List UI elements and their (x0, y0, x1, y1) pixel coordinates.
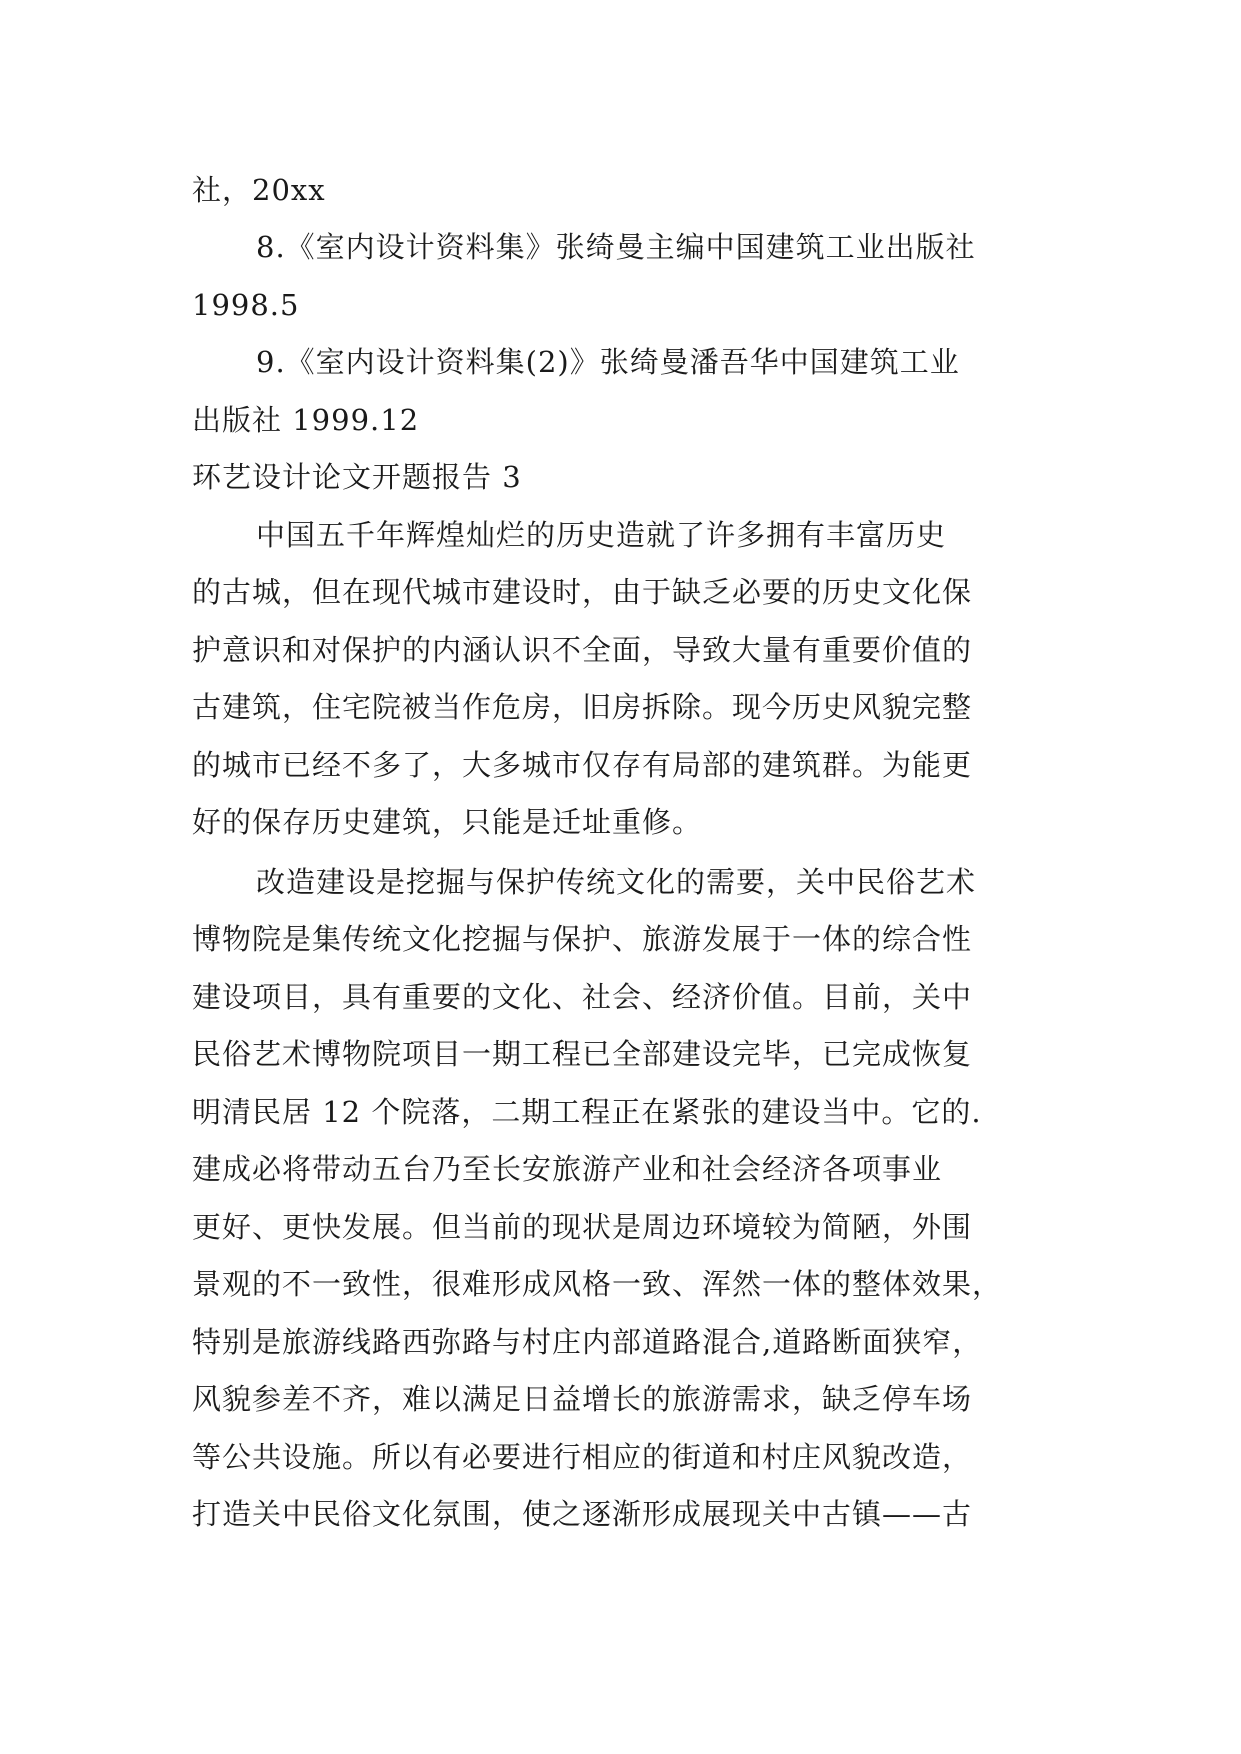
paragraph-line: 改造建设是挖掘与保护传统文化的需要，关中民俗艺术 (256, 865, 977, 899)
paragraph-line: 中国五千年辉煌灿烂的历史造就了许多拥有丰富历史 (256, 518, 947, 552)
text-line: 社，20xx (192, 173, 326, 207)
reference-item-9: 9.《室内设计资料集(2)》张绮曼潘吾华中国建筑工业 (256, 345, 960, 379)
text-line: 出版社 1999.12 (192, 403, 420, 437)
paragraph-line: 古建筑，住宅院被当作危房，旧房拆除。现今历史风貌完整 (192, 690, 973, 724)
paragraph-line: 更好、更快发展。但当前的现状是周边环境较为简陋，外围 (192, 1210, 973, 1244)
paragraph-line: 特别是旅游线路西弥路与村庄内部道路混合,道路断面狭窄， (192, 1325, 983, 1359)
paragraph-line: 好的保存历史建筑，只能是迁址重修。 (192, 805, 703, 839)
paragraph-line: 护意识和对保护的内涵认识不全面，导致大量有重要价值的 (192, 633, 973, 667)
paragraph-line: 风貌参差不齐，难以满足日益增长的旅游需求，缺乏停车场 (192, 1382, 973, 1416)
paragraph-line: 博物院是集传统文化挖掘与保护、旅游发展于一体的综合性 (192, 922, 973, 956)
paragraph-line: 民俗艺术博物院项目一期工程已全部建设完毕，已完成恢复 (192, 1037, 973, 1071)
paragraph-line: 明清民居 12 个院落，二期工程正在紧张的建设当中。它的. (192, 1095, 982, 1129)
paragraph-line: 建成必将带动五台乃至长安旅游产业和社会经济各项事业 (192, 1152, 943, 1186)
text-line: 1998.5 (192, 288, 300, 322)
paragraph-line: 景观的不一致性，很难形成风格一致、浑然一体的整体效果， (192, 1267, 1003, 1301)
paragraph-line: 的城市已经不多了，大多城市仅存有局部的建筑群。为能更 (192, 748, 973, 782)
paragraph-line: 的古城，但在现代城市建设时，由于缺乏必要的历史文化保 (192, 575, 973, 609)
paragraph-line: 等公共设施。所以有必要进行相应的街道和村庄风貌改造， (192, 1440, 973, 1474)
section-heading: 环艺设计论文开题报告 3 (192, 460, 522, 494)
reference-item-8: 8.《室内设计资料集》张绮曼主编中国建筑工业出版社 (256, 230, 976, 264)
paragraph-line: 建设项目，具有重要的文化、社会、经济价值。目前，关中 (192, 980, 973, 1014)
paragraph-line: 打造关中民俗文化氛围，使之逐渐形成展现关中古镇——古 (192, 1497, 973, 1531)
